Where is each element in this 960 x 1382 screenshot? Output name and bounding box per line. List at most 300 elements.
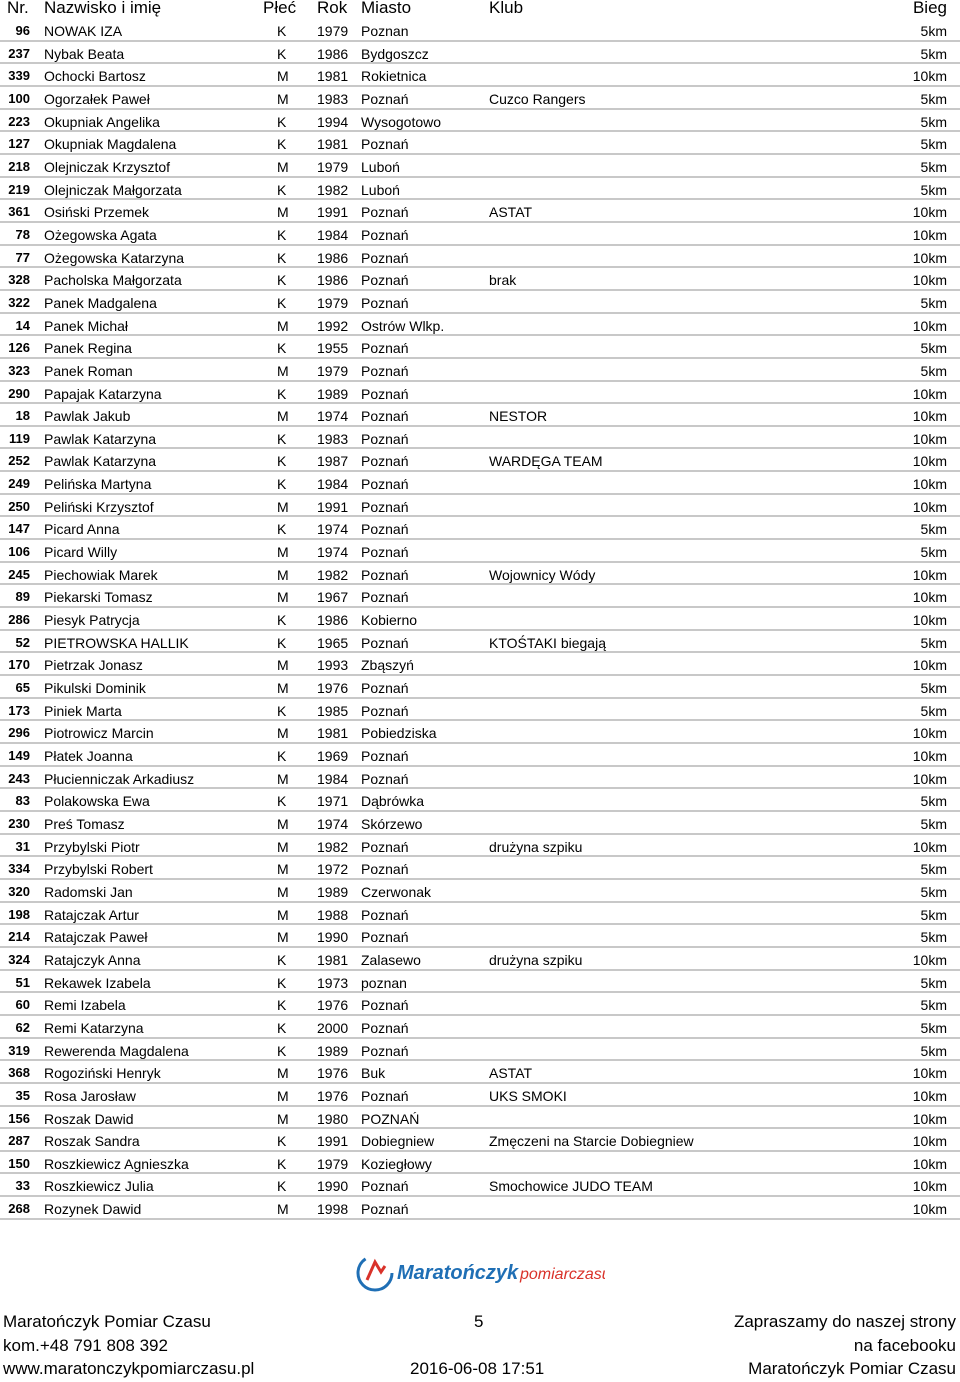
- table-row: [0, 87, 960, 110]
- distance: 10km: [912, 408, 947, 425]
- table-row: [0, 359, 960, 382]
- bib-number: 219: [8, 181, 30, 197]
- table-row: [0, 1107, 960, 1130]
- birth-year: 1955: [317, 340, 349, 357]
- table-row: [0, 472, 960, 495]
- table-row: [0, 132, 960, 155]
- distance: 10km: [912, 430, 947, 447]
- city: Poznań: [361, 385, 409, 402]
- birth-year: 1979: [317, 362, 349, 379]
- birth-year: 1981: [317, 136, 349, 153]
- table-row: [0, 449, 960, 472]
- bib-number: 60: [15, 997, 30, 1013]
- distance: 10km: [912, 770, 947, 787]
- sex: K: [277, 1042, 287, 1059]
- table-row: [0, 1084, 960, 1107]
- participant-name: Roszak Dawid: [44, 1110, 134, 1127]
- table-row: [0, 291, 960, 314]
- bib-number: 361: [8, 204, 30, 220]
- birth-year: 1991: [317, 1133, 349, 1150]
- bib-number: 252: [8, 453, 30, 469]
- participant-name: Roszkiewicz Agnieszka: [44, 1155, 189, 1172]
- distance: 10km: [912, 1110, 947, 1127]
- bib-number: 319: [8, 1042, 30, 1058]
- city: Poznań: [361, 634, 409, 651]
- bib-number: 149: [8, 748, 30, 763]
- footer-datetime: 2016-06-08 17:51: [410, 1359, 545, 1378]
- city: Poznań: [361, 453, 409, 470]
- distance: 10km: [912, 612, 947, 629]
- distance: 10km: [912, 453, 947, 470]
- city: Poznań: [361, 476, 409, 493]
- birth-year: 1974: [317, 408, 349, 425]
- birth-year: 1992: [317, 317, 349, 334]
- participant-name: Piotrowicz Marcin: [44, 725, 154, 742]
- table-row: [0, 382, 960, 405]
- participant-name: Picard Anna: [44, 521, 120, 538]
- sex: K: [277, 612, 287, 629]
- table-row: [0, 155, 960, 178]
- distance: 5km: [920, 340, 947, 357]
- table-row: [0, 653, 960, 676]
- sex: K: [277, 113, 287, 130]
- birth-year: 1976: [317, 1065, 349, 1082]
- table-row: [0, 1061, 960, 1084]
- birth-year: 1991: [317, 498, 349, 515]
- sex: M: [277, 815, 289, 832]
- sex: M: [277, 725, 289, 742]
- table-row: [0, 540, 960, 563]
- birth-year: 1979: [317, 1155, 349, 1172]
- bib-number: 198: [8, 906, 30, 922]
- sex: K: [277, 521, 287, 538]
- results-table: [0, 19, 960, 1220]
- distance: 5km: [920, 45, 947, 62]
- birth-year: 1969: [317, 748, 349, 764]
- city: Poznań: [361, 838, 409, 855]
- bib-number: 96: [15, 23, 30, 38]
- participant-name: Ożegowska Agata: [44, 226, 157, 243]
- birth-year: 1998: [317, 1201, 349, 1218]
- city: Poznań: [361, 1019, 409, 1036]
- participant-name: Preś Tomasz: [44, 815, 125, 832]
- birth-year: 1983: [317, 90, 349, 107]
- city: Poznań: [361, 702, 409, 719]
- sex: M: [277, 204, 289, 221]
- birth-year: 1983: [317, 430, 349, 447]
- header-run: Bieg: [912, 0, 947, 17]
- city: Poznań: [361, 861, 409, 878]
- bib-number: 245: [8, 566, 30, 582]
- table-row: [0, 744, 960, 767]
- table-row: [0, 404, 960, 427]
- bib-number: 156: [8, 1110, 30, 1126]
- sex: K: [277, 1155, 287, 1172]
- bib-number: 147: [8, 521, 30, 537]
- sex: M: [277, 1087, 289, 1104]
- birth-year: 1981: [317, 68, 349, 85]
- bib-number: 286: [8, 612, 30, 628]
- table-row: [0, 676, 960, 699]
- table-row: [0, 563, 960, 586]
- participant-name: Ratajczak Artur: [44, 906, 139, 923]
- table-row: [0, 631, 960, 654]
- table-row: [0, 64, 960, 87]
- participant-name: Radomski Jan: [44, 883, 133, 900]
- birth-year: 1980: [317, 1110, 349, 1127]
- sex: M: [277, 498, 289, 515]
- city: Poznań: [361, 770, 409, 787]
- bib-number: 127: [8, 136, 30, 152]
- sex: K: [277, 1133, 287, 1150]
- distance: 5km: [920, 362, 947, 379]
- table-row: [0, 925, 960, 948]
- sex: K: [277, 1019, 287, 1036]
- club: drużyna szpiku: [489, 951, 583, 968]
- club: ASTAT: [489, 1065, 533, 1082]
- sex: K: [277, 249, 287, 266]
- distance: 5km: [920, 521, 947, 538]
- city: Poznan: [361, 23, 409, 39]
- distance: 10km: [912, 838, 947, 855]
- bib-number: 173: [8, 702, 30, 718]
- bib-number: 51: [15, 974, 30, 990]
- city: Zbąszyń: [361, 657, 414, 674]
- table-row: [0, 1016, 960, 1039]
- bib-number: 230: [8, 815, 30, 831]
- city: Czerwonak: [361, 883, 432, 900]
- birth-year: 1984: [317, 770, 349, 787]
- sex: M: [277, 838, 289, 855]
- birth-year: 1984: [317, 476, 349, 493]
- city: Zalasewo: [361, 951, 421, 968]
- distance: 10km: [912, 725, 947, 742]
- bib-number: 77: [15, 249, 30, 265]
- table-header: [0, 0, 960, 18]
- sex: M: [277, 861, 289, 878]
- city: Poznań: [361, 997, 409, 1014]
- birth-year: 1991: [317, 204, 349, 221]
- bib-number: 290: [8, 385, 30, 401]
- city: Poznań: [361, 294, 409, 311]
- table-row: [0, 1129, 960, 1152]
- club: drużyna szpiku: [489, 838, 583, 855]
- city: Poznań: [361, 929, 409, 946]
- table-row: [0, 246, 960, 269]
- participant-name: Piesyk Patrycja: [44, 612, 140, 629]
- footer-facebook: na facebooku: [853, 1336, 956, 1355]
- participant-name: Olejniczak Krzysztof: [44, 158, 171, 175]
- participant-name: Piechowiak Marek: [44, 566, 158, 583]
- distance: 5km: [920, 158, 947, 175]
- bib-number: 334: [8, 861, 30, 877]
- city: Ostrów Wlkp.: [361, 317, 445, 334]
- sex: M: [277, 68, 289, 85]
- header-name: Nazwisko i imię: [44, 0, 162, 17]
- sex: M: [277, 544, 289, 561]
- bib-number: 89: [15, 589, 30, 605]
- sex: M: [277, 657, 289, 674]
- birth-year: 1989: [317, 1042, 349, 1059]
- table-row: [0, 110, 960, 133]
- city: Poznań: [361, 430, 409, 447]
- city: Dąbrówka: [361, 793, 425, 810]
- distance: 5km: [920, 181, 947, 198]
- distance: 5km: [920, 23, 947, 39]
- sex: K: [277, 748, 287, 764]
- bib-number: 368: [8, 1065, 30, 1081]
- birth-year: 1981: [317, 725, 349, 742]
- table-row: [0, 1174, 960, 1197]
- header-sex: Płeć: [263, 0, 297, 17]
- birth-year: 1994: [317, 113, 349, 130]
- participant-name: Panek Madgalena: [44, 294, 157, 311]
- footer-page-number: 5: [474, 1312, 484, 1331]
- bib-number: 218: [8, 158, 30, 174]
- city: Skórzewo: [361, 815, 423, 832]
- participant-name: Ożegowska Katarzyna: [44, 249, 185, 266]
- bib-number: 214: [8, 929, 30, 945]
- participant-name: Remi Izabela: [44, 997, 126, 1014]
- distance: 10km: [912, 657, 947, 674]
- city: POZNAŃ: [361, 1110, 420, 1127]
- participant-name: Okupniak Magdalena: [44, 136, 177, 153]
- distance: 5km: [920, 883, 947, 900]
- birth-year: 1993: [317, 657, 349, 674]
- participant-name: Piekarski Tomasz: [44, 589, 153, 606]
- footer-invite: Zapraszamy do naszej strony: [733, 1312, 956, 1331]
- sex: M: [277, 680, 289, 697]
- participant-name: Osiński Przemek: [44, 204, 150, 221]
- club: Smochowice JUDO TEAM: [489, 1178, 653, 1195]
- bib-number: 65: [15, 680, 30, 696]
- sex: M: [277, 566, 289, 583]
- city: Poznań: [361, 249, 409, 266]
- city: Poznań: [361, 589, 409, 606]
- participant-name: Rogoziński Henryk: [44, 1065, 161, 1082]
- sex: M: [277, 906, 289, 923]
- city: Poznań: [361, 90, 409, 107]
- table-row: [0, 314, 960, 337]
- city: Poznań: [361, 566, 409, 583]
- table-row: [0, 427, 960, 450]
- sex: K: [277, 476, 287, 493]
- table-row: [0, 812, 960, 835]
- table-row: [0, 608, 960, 631]
- participant-name: Papajak Katarzyna: [44, 385, 162, 402]
- maratonczyk-logo: [355, 1250, 605, 1296]
- footer-company: Maratończyk Pomiar Czasu: [3, 1312, 211, 1331]
- bib-number: 31: [15, 838, 30, 854]
- distance: 10km: [912, 317, 947, 334]
- city: Buk: [361, 1065, 386, 1082]
- participant-name: NOWAK IZA: [44, 23, 123, 39]
- bib-number: 100: [8, 90, 30, 106]
- birth-year: 1974: [317, 544, 349, 561]
- participant-name: Ratajczak Paweł: [44, 929, 148, 946]
- birth-year: 1984: [317, 226, 349, 243]
- participant-name: Ogorzałek Paweł: [44, 90, 150, 107]
- birth-year: 1986: [317, 45, 349, 62]
- birth-year: 1988: [317, 906, 349, 923]
- table-row: [0, 767, 960, 790]
- sex: M: [277, 158, 289, 175]
- club: Wojownicy Wódy: [489, 566, 596, 583]
- bib-number: 83: [15, 793, 30, 809]
- table-row: [0, 993, 960, 1016]
- distance: 5km: [920, 1019, 947, 1036]
- club: brak: [489, 272, 517, 289]
- birth-year: 1979: [317, 294, 349, 311]
- table-row: [0, 178, 960, 201]
- city: Poznań: [361, 1087, 409, 1104]
- participant-name: Polakowska Ewa: [44, 793, 150, 810]
- table-row: [0, 903, 960, 926]
- city: Poznań: [361, 204, 409, 221]
- distance: 10km: [912, 498, 947, 515]
- table-row: [0, 857, 960, 880]
- distance: 5km: [920, 974, 947, 991]
- sex: M: [277, 90, 289, 107]
- birth-year: 1974: [317, 521, 349, 538]
- table-row: [0, 789, 960, 812]
- participant-name: Olejniczak Małgorzata: [44, 181, 182, 198]
- sex: K: [277, 181, 287, 198]
- sex: M: [277, 929, 289, 946]
- participant-name: Rosa Jarosław: [44, 1087, 136, 1104]
- birth-year: 1979: [317, 158, 349, 175]
- club: ASTAT: [489, 204, 533, 221]
- table-row: [0, 223, 960, 246]
- city: Poznań: [361, 748, 409, 764]
- distance: 5km: [920, 544, 947, 561]
- participant-name: Rewerenda Magdalena: [44, 1042, 189, 1059]
- footer-company-right: Maratończyk Pomiar Czasu: [748, 1359, 956, 1378]
- city: Kobierno: [361, 612, 418, 629]
- city: Dobiegniew: [361, 1133, 435, 1150]
- distance: 10km: [912, 1133, 947, 1150]
- bib-number: 268: [8, 1201, 30, 1217]
- sex: M: [277, 770, 289, 787]
- participant-name: Przybylski Piotr: [44, 838, 140, 855]
- bib-number: 126: [8, 340, 30, 356]
- sex: K: [277, 1178, 287, 1195]
- table-row: [0, 200, 960, 223]
- birth-year: 1967: [317, 589, 349, 606]
- bib-number: 250: [8, 498, 30, 514]
- distance: 10km: [912, 1201, 947, 1218]
- city: Bydgoszcz: [361, 45, 429, 62]
- participant-name: Pelińska Martyna: [44, 476, 152, 493]
- table-row: [0, 835, 960, 858]
- sex: K: [277, 974, 287, 991]
- distance: 5km: [920, 906, 947, 923]
- distance: 10km: [912, 249, 947, 266]
- sex: K: [277, 430, 287, 447]
- participant-name: Ochocki Bartosz: [44, 68, 146, 85]
- table-row: [0, 495, 960, 518]
- birth-year: 1973: [317, 974, 349, 991]
- header-city: Miasto: [361, 0, 412, 17]
- sex: M: [277, 362, 289, 379]
- birth-year: 1990: [317, 1178, 349, 1195]
- birth-year: 1976: [317, 680, 349, 697]
- birth-year: 1986: [317, 249, 349, 266]
- distance: 5km: [920, 634, 947, 651]
- bib-number: 323: [8, 362, 30, 378]
- bib-number: 18: [15, 408, 30, 424]
- bib-number: 322: [8, 294, 30, 310]
- participant-name: Piniek Marta: [44, 702, 122, 719]
- distance: 10km: [912, 1087, 947, 1104]
- participant-name: Płucienniczak Arkadiusz: [44, 770, 195, 787]
- birth-year: 1981: [317, 951, 349, 968]
- sex: K: [277, 226, 287, 243]
- distance: 5km: [920, 113, 947, 130]
- participant-name: Pawlak Katarzyna: [44, 430, 157, 447]
- birth-year: 1990: [317, 929, 349, 946]
- participant-name: Panek Roman: [44, 362, 133, 379]
- city: Poznań: [361, 906, 409, 923]
- sex: K: [277, 453, 287, 470]
- participant-name: Ratajczyk Anna: [44, 951, 141, 968]
- birth-year: 1989: [317, 883, 349, 900]
- participant-name: Pawlak Jakub: [44, 408, 131, 425]
- club: Cuzco Rangers: [489, 90, 586, 107]
- bib-number: 35: [15, 1087, 30, 1103]
- birth-year: 1976: [317, 1087, 349, 1104]
- birth-year: 1989: [317, 385, 349, 402]
- sex: K: [277, 340, 287, 357]
- distance: 5km: [920, 929, 947, 946]
- participant-name: Nybak Beata: [44, 45, 125, 62]
- city: Rokietnica: [361, 68, 427, 85]
- table-row: [0, 585, 960, 608]
- distance: 10km: [912, 589, 947, 606]
- participant-name: Płatek Joanna: [44, 748, 133, 764]
- bib-number: 243: [8, 770, 30, 786]
- footer-phone: kom.+48 791 808 392: [3, 1336, 168, 1355]
- participant-name: Rozynek Dawid: [44, 1201, 142, 1218]
- participant-name: PIETROWSKA HALLIK: [44, 634, 189, 651]
- participant-name: Picard Willy: [44, 544, 118, 561]
- bib-number: 170: [8, 657, 30, 673]
- bib-number: 223: [8, 113, 30, 129]
- sex: M: [277, 1201, 289, 1218]
- distance: 10km: [912, 204, 947, 221]
- footer-website: www.maratonczykpomiarczasu.pl: [3, 1359, 255, 1378]
- distance: 10km: [912, 1155, 947, 1172]
- distance: 10km: [912, 226, 947, 243]
- distance: 5km: [920, 702, 947, 719]
- city: Poznań: [361, 408, 409, 425]
- city: Pobiedziska: [361, 725, 437, 742]
- participant-name: Roszkiewicz Julia: [44, 1178, 154, 1195]
- city: Poznań: [361, 272, 409, 289]
- logo-brand: Maratończyk: [397, 1262, 519, 1284]
- sex: K: [277, 702, 287, 719]
- city: Poznań: [361, 136, 409, 153]
- distance: 5km: [920, 861, 947, 878]
- table-row: [0, 948, 960, 971]
- table-row: [0, 880, 960, 903]
- birth-year: 1986: [317, 272, 349, 289]
- birth-year: 1986: [317, 612, 349, 629]
- city: poznan: [361, 974, 407, 991]
- participant-name: Roszak Sandra: [44, 1133, 140, 1150]
- table-row: [0, 517, 960, 540]
- club: WARDĘGA TEAM: [489, 453, 603, 470]
